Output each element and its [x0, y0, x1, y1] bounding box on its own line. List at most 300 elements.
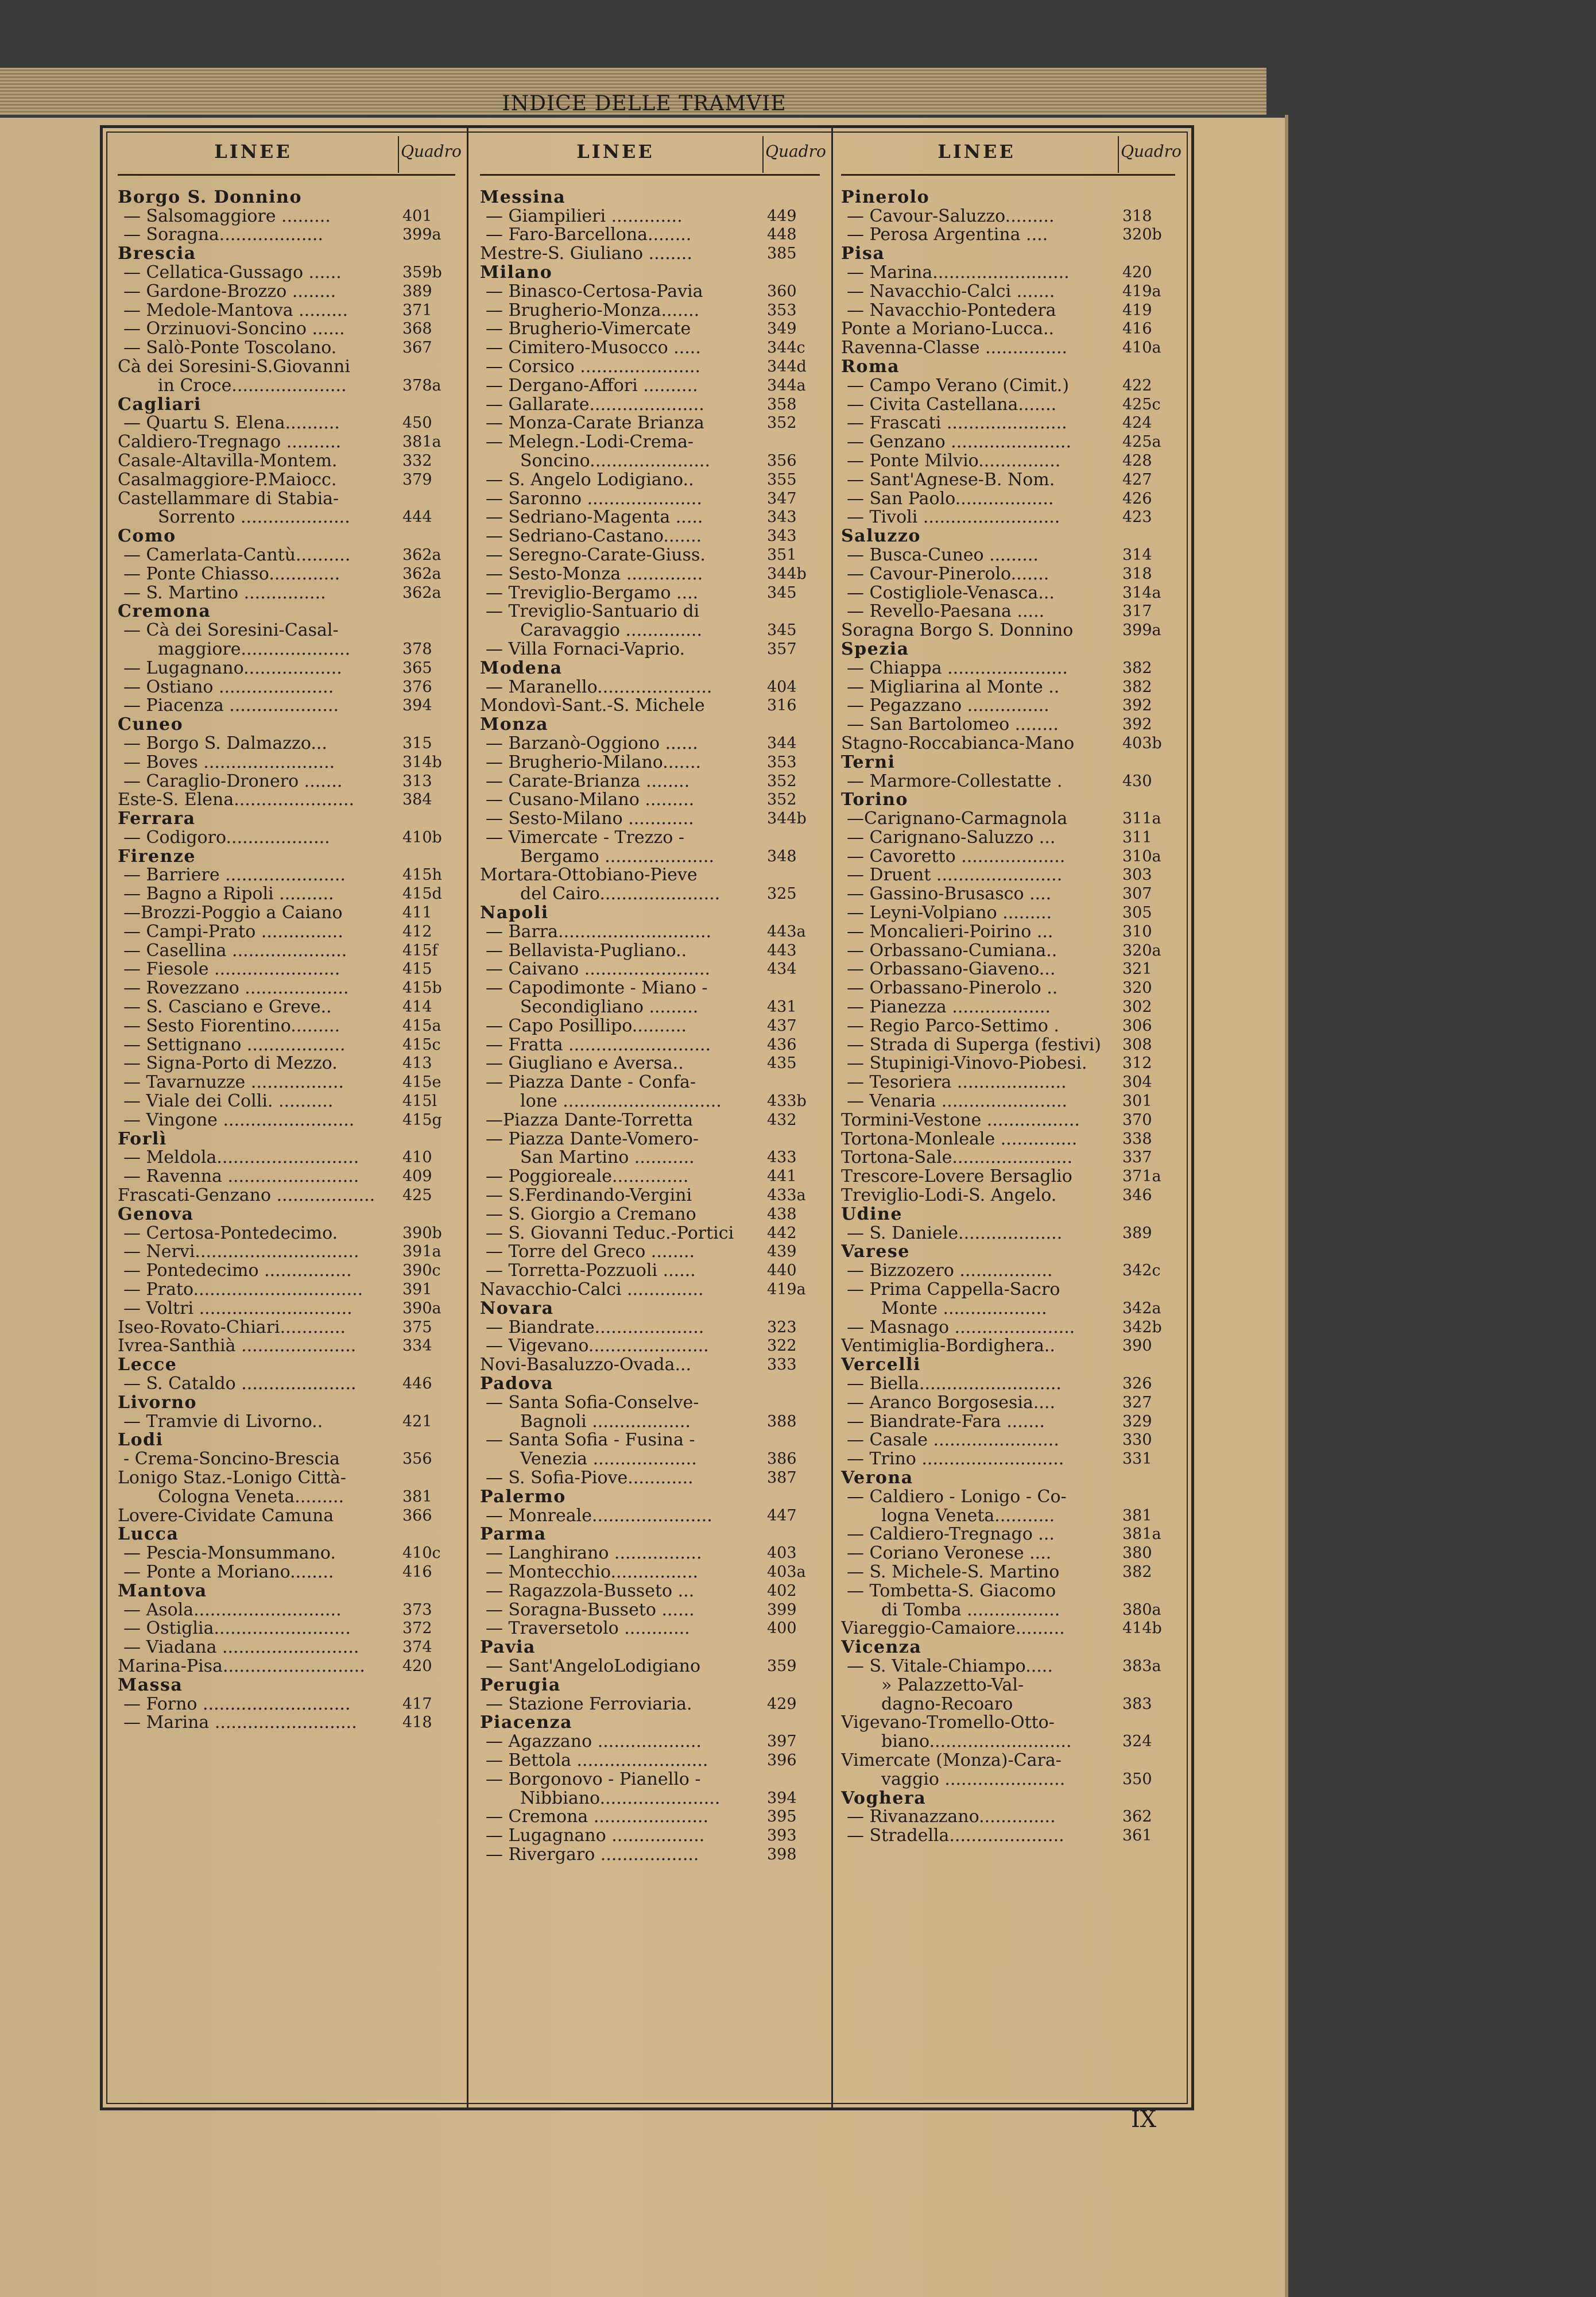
line-entry — [118, 282, 464, 301]
quadro-number: 391 — [402, 1281, 432, 1299]
line-entry — [480, 1355, 829, 1374]
city-heading — [841, 527, 1184, 546]
line-name: Cà dei Soresini-S.Giovanni — [118, 357, 350, 376]
line-name: — Sesto Fiorentino......... — [123, 1016, 340, 1035]
city-heading — [118, 847, 464, 866]
line-entry — [480, 1243, 829, 1262]
city-heading — [480, 1525, 829, 1544]
quadro-number: 443a — [767, 922, 806, 941]
line-name: Udine — [841, 1205, 902, 1224]
line-entry — [480, 226, 829, 245]
line-name: Vicenza — [841, 1638, 922, 1657]
quadro-number: 415b — [402, 979, 442, 997]
line-name: — S. Giorgio a Cremano — [486, 1205, 696, 1224]
line-entry — [480, 1695, 829, 1714]
line-name: Soncino...................... — [520, 451, 710, 470]
index-table — [100, 125, 1194, 2110]
line-entry — [480, 809, 829, 828]
line-entry — [118, 1506, 464, 1525]
quadro-number: 344 — [767, 734, 797, 752]
line-name: — Quartu S. Elena.......... — [123, 414, 340, 433]
line-entry — [480, 489, 829, 508]
quadro-number: 403 — [767, 1544, 797, 1563]
line-name: — Meldola.......................... — [123, 1148, 359, 1167]
line-name: — Marina......................... — [847, 263, 1070, 282]
line-name: — Campo Verano (Cimit.) — [847, 376, 1070, 395]
line-name: — Sedriano-Magenta ..... — [486, 508, 703, 527]
line-name: biano.......................... — [881, 1733, 1072, 1751]
line-name: — Bagno a Ripoli .......... — [123, 885, 334, 904]
line-entry — [118, 941, 464, 960]
line-entry — [480, 432, 829, 451]
line-name: logna Veneta........... — [881, 1506, 1055, 1525]
line-name: di Tomba ................. — [881, 1600, 1060, 1619]
line-entry — [118, 1638, 464, 1657]
line-entry — [118, 922, 464, 941]
quadro-number: 338 — [1122, 1130, 1152, 1148]
line-name: — Settignano .................. — [123, 1035, 346, 1054]
line-name: Messina — [480, 188, 566, 207]
line-entry — [118, 489, 464, 508]
quadro-number: 391a — [402, 1243, 441, 1261]
line-name: Caravaggio .............. — [520, 621, 703, 640]
line-name: — Casale ....................... — [847, 1431, 1059, 1450]
quadro-number: 359b — [402, 263, 442, 281]
line-entry — [841, 470, 1184, 489]
line-entry — [841, 1751, 1184, 1770]
line-entry — [841, 659, 1184, 678]
line-entry — [118, 621, 464, 640]
line-entry — [841, 979, 1184, 997]
line-name: — Sesto-Monza .............. — [486, 564, 703, 583]
line-name: dagno-Recoaro — [881, 1695, 1013, 1714]
line-entry — [480, 697, 829, 716]
line-name: Pinerolo — [841, 188, 930, 207]
quadro-number: 334 — [402, 1337, 432, 1355]
line-entry — [480, 1468, 829, 1487]
line-name: Terni — [841, 753, 896, 772]
line-entry — [480, 1563, 829, 1581]
line-entry — [841, 922, 1184, 941]
line-name: — Biandrate.................... — [486, 1318, 704, 1337]
city-heading — [118, 527, 464, 546]
line-entry — [480, 1186, 829, 1205]
quadro-number: 365 — [402, 659, 432, 677]
line-name: — Druent ....................... — [847, 866, 1063, 885]
line-name: — Cusano-Milano ......... — [486, 791, 695, 810]
line-entry — [841, 1544, 1184, 1563]
line-entry — [118, 1167, 464, 1186]
quadro-number: 375 — [402, 1318, 432, 1336]
quadro-number: 322 — [767, 1337, 797, 1355]
line-entry — [480, 791, 829, 810]
quadro-number: 381a — [402, 433, 441, 451]
line-name: — Migliarina al Monte .. — [847, 678, 1060, 697]
line-name: Ivrea-Santhià ..................... — [118, 1337, 357, 1356]
quadro-number: 433a — [767, 1186, 806, 1205]
line-name: — Gallarate..................... — [486, 395, 704, 414]
line-entry — [841, 395, 1184, 414]
line-entry — [480, 527, 829, 546]
line-name: del Cairo...................... — [520, 885, 720, 904]
line-entry — [118, 564, 464, 583]
quadro-number: 415 — [402, 960, 432, 979]
quadro-number: 350 — [1122, 1770, 1152, 1788]
line-name: — Sedriano-Castano....... — [486, 527, 702, 546]
quadro-number: 320b — [1122, 226, 1162, 244]
line-name: Massa — [118, 1676, 183, 1695]
line-entry — [118, 678, 464, 697]
quadro-number: 382 — [1122, 659, 1152, 677]
city-heading — [841, 1789, 1184, 1808]
line-entry — [118, 432, 464, 451]
quadro-number: 387 — [767, 1468, 797, 1487]
line-name: — Pontedecimo ................ — [123, 1262, 352, 1281]
line-name: Torino — [841, 791, 908, 810]
line-name: — S. Giovanni Teduc.-Portici — [486, 1224, 734, 1243]
quadro-number: 396 — [767, 1751, 797, 1769]
line-entry — [841, 1167, 1184, 1186]
line-name: — Revello-Paesana ..... — [847, 602, 1045, 621]
line-entry — [118, 1412, 464, 1431]
line-name: — Casellina ..................... — [123, 941, 347, 960]
line-entry — [118, 828, 464, 847]
city-heading — [480, 1487, 829, 1506]
line-name: maggiore.................... — [158, 640, 351, 659]
line-entry — [841, 1035, 1184, 1054]
line-entry — [118, 697, 464, 716]
line-entry — [480, 1393, 829, 1412]
line-name: — Genzano ...................... — [847, 433, 1071, 452]
line-entry — [118, 207, 464, 226]
quadro-number: 419 — [1122, 301, 1152, 319]
quadro-number: 419a — [767, 1281, 806, 1299]
line-entry — [841, 1337, 1184, 1356]
quadro-number: 329 — [1122, 1412, 1152, 1430]
quadro-number: 376 — [402, 678, 432, 696]
line-entry — [841, 1073, 1184, 1092]
line-name: — Tombetta-S. Giacomo — [847, 1581, 1056, 1600]
quadro-number: 416 — [402, 1563, 432, 1581]
quadro-number: 410b — [402, 828, 442, 846]
line-name: —Brozzi-Poggio a Caiano — [123, 904, 343, 923]
quadro-number: 345 — [767, 583, 797, 602]
line-name: — Regio Parco-Settimo . — [847, 1016, 1059, 1035]
quadro-number: 414b — [1122, 1619, 1162, 1638]
quadro-number: 371a — [1122, 1167, 1161, 1186]
quadro-number: 428 — [1122, 451, 1152, 470]
line-name: — Busca-Cuneo ......... — [847, 546, 1039, 564]
line-name: — S.Ferdinando-Vergini — [486, 1186, 692, 1205]
line-entry — [841, 1808, 1184, 1827]
city-heading — [118, 1525, 464, 1544]
line-name: — Pegazzano ............... — [847, 697, 1049, 716]
entries-list — [480, 188, 829, 1864]
line-name: — Stupinigi-Vinovo-Piobesi. — [847, 1054, 1087, 1073]
line-name: Novi-Basaluzzo-Ovada... — [480, 1356, 692, 1375]
line-name: Vercelli — [841, 1356, 921, 1375]
quadro-number: 344a — [767, 376, 806, 395]
line-entry — [841, 621, 1184, 640]
line-name: San Martino ........... — [520, 1148, 695, 1167]
line-name: — Borgonovo - Pianello - — [486, 1770, 701, 1789]
line-entry — [480, 884, 829, 903]
city-heading — [118, 1581, 464, 1600]
quadro-number: 342a — [1122, 1299, 1161, 1317]
line-name: — Torretta-Pozzuoli ...... — [486, 1262, 696, 1281]
line-name: — Campi-Prato ............... — [123, 922, 343, 941]
quadro-number: 417 — [402, 1695, 432, 1713]
column-1 — [106, 128, 467, 2107]
city-heading — [841, 1205, 1184, 1224]
line-name: — Navacchio-Calci ....... — [847, 282, 1055, 301]
quadro-number: 397 — [767, 1733, 797, 1751]
quadro-number: 410 — [402, 1148, 432, 1167]
line-name: Ferrara — [118, 810, 196, 829]
line-entry — [841, 1676, 1184, 1695]
quadro-number: 420 — [402, 1657, 432, 1675]
line-entry — [841, 1657, 1184, 1676]
line-entry — [480, 922, 829, 941]
quadro-number: 313 — [402, 772, 432, 790]
line-entry — [480, 1581, 829, 1600]
quadro-number: 352 — [767, 414, 797, 432]
line-name: — Treviglio-Bergamo .... — [486, 583, 699, 602]
line-entry — [118, 1563, 464, 1581]
quadro-number: 315 — [402, 734, 432, 752]
line-name: — Moncalieri-Poirino ... — [847, 922, 1053, 941]
line-name: — Monreale...................... — [486, 1506, 712, 1525]
line-entry — [841, 1714, 1184, 1733]
quadro-number: 420 — [1122, 263, 1152, 281]
line-name: — Codigoro................... — [123, 828, 330, 847]
quadro-number: 399 — [767, 1600, 797, 1619]
line-name: — Caldiero - Lonigo - Co- — [847, 1487, 1067, 1506]
line-name: — Montecchio................ — [486, 1563, 699, 1581]
quadro-number: 427 — [1122, 470, 1152, 489]
line-name: — Salò-Ponte Toscolano. — [123, 339, 337, 358]
quadro-number: 348 — [767, 847, 797, 865]
line-name: — Viadana ......................... — [123, 1638, 359, 1657]
line-name: Mestre-S. Giuliano ........ — [480, 245, 692, 264]
line-name: Ravenna-Classe ............... — [841, 339, 1068, 358]
line-name: — Cavour-Pinerolo....... — [847, 564, 1049, 583]
line-entry — [118, 263, 464, 282]
line-name: Ponte a Moriano-Lucca.. — [841, 320, 1055, 339]
line-entry — [841, 432, 1184, 451]
line-entry — [480, 376, 829, 395]
quadro-number: 362a — [402, 546, 441, 564]
column-header — [480, 128, 826, 176]
line-name: — Civita Castellana....... — [847, 395, 1057, 414]
line-entry — [480, 1092, 829, 1111]
quadro-number: 352 — [767, 772, 797, 790]
line-name: — Soragna................... — [123, 226, 323, 245]
line-entry — [841, 1186, 1184, 1205]
line-entry — [480, 320, 829, 339]
quadro-number: 344b — [767, 564, 807, 583]
quadro-number: 422 — [1122, 376, 1152, 395]
quadro-number: 399a — [1122, 621, 1161, 640]
line-entry — [841, 1054, 1184, 1073]
line-entry — [841, 1600, 1184, 1619]
line-name: — Navacchio-Pontedera — [847, 301, 1056, 320]
line-name: — Medole-Mantova ......... — [123, 301, 348, 320]
line-entry — [841, 1449, 1184, 1468]
quadro-number: 418 — [402, 1714, 432, 1732]
line-entry — [841, 489, 1184, 508]
line-entry — [841, 414, 1184, 433]
quadro-number: 416 — [1122, 320, 1152, 338]
line-name: — Venaria ....................... — [847, 1092, 1068, 1111]
line-name: — Seregno-Carate-Giuss. — [486, 546, 706, 564]
line-entry — [480, 1205, 829, 1224]
line-entry — [841, 546, 1184, 564]
quadro-number: 394 — [402, 697, 432, 715]
quadro-number: 448 — [767, 226, 797, 244]
line-entry — [841, 1393, 1184, 1412]
line-name: —Piazza Dante-Torretta — [486, 1111, 694, 1130]
line-name: Monte ................... — [881, 1299, 1047, 1318]
line-entry — [118, 226, 464, 245]
line-name: — Cavour-Saluzzo......... — [847, 207, 1055, 226]
city-heading — [841, 1355, 1184, 1374]
quadro-number: 302 — [1122, 998, 1152, 1016]
city-heading — [118, 1355, 464, 1374]
quadro-number: 444 — [402, 508, 432, 527]
line-name: — Vigevano...................... — [486, 1337, 709, 1356]
line-entry — [118, 1035, 464, 1054]
line-name: Novara — [480, 1299, 554, 1318]
quadro-number: 425c — [1122, 395, 1161, 413]
header-lines: LINEE — [576, 141, 654, 163]
line-entry — [480, 753, 829, 772]
line-name: Pavia — [480, 1638, 536, 1657]
line-entry — [118, 301, 464, 320]
quadro-number: 314b — [402, 753, 442, 771]
line-name: Sorrento .................... — [158, 508, 350, 527]
line-name: — Orzinuovi-Soncino ...... — [123, 320, 345, 339]
quadro-number: 358 — [767, 395, 797, 413]
quadro-number: 386 — [767, 1450, 797, 1468]
quadro-number: 347 — [767, 489, 797, 508]
line-name: — Rivergaro .................. — [486, 1845, 699, 1864]
line-name: Lonigo Staz.-Lonigo Città- — [118, 1468, 347, 1487]
line-name: — Perosa Argentina .... — [847, 226, 1048, 245]
line-entry — [480, 470, 829, 489]
line-name: — Caraglio-Dronero ....... — [123, 772, 343, 791]
line-name: —Carignano-Carmagnola — [847, 810, 1068, 829]
line-entry — [118, 1695, 464, 1714]
line-name: — Santa Sofia - Fusina - — [486, 1431, 695, 1450]
line-name: — Prato............................... — [123, 1281, 363, 1300]
quadro-number: 393 — [767, 1827, 797, 1845]
line-name: — Gardone-Brozzo ........ — [123, 282, 336, 301]
line-entry — [118, 583, 464, 602]
quadro-number: 362a — [402, 564, 441, 583]
line-entry — [480, 1619, 829, 1638]
line-name: — Strada di Superga (festivi) — [847, 1035, 1101, 1054]
line-entry — [480, 1261, 829, 1280]
line-name: in Croce..................... — [158, 376, 347, 395]
quadro-number: 346 — [1122, 1186, 1152, 1205]
city-heading — [118, 1205, 464, 1224]
quadro-number: 390b — [402, 1224, 442, 1242]
quadro-number: 381a — [1122, 1525, 1161, 1544]
line-entry — [118, 1186, 464, 1205]
quadro-number: 388 — [767, 1412, 797, 1430]
entries-list — [118, 188, 464, 1732]
line-name: — Tramvie di Livorno.. — [123, 1412, 323, 1431]
quadro-number: 429 — [767, 1695, 797, 1713]
quadro-number: 411 — [402, 904, 432, 922]
quadro-number: 415e — [402, 1073, 441, 1092]
quadro-number: 343 — [767, 508, 797, 527]
line-entry — [841, 1619, 1184, 1638]
city-heading — [841, 357, 1184, 376]
line-entry — [841, 1525, 1184, 1544]
quadro-number: 433b — [767, 1092, 807, 1111]
quadro-number: 321 — [1122, 960, 1152, 979]
quadro-number: 431 — [767, 998, 797, 1016]
line-entry — [841, 1111, 1184, 1130]
city-heading — [841, 244, 1184, 263]
line-name: — Camerlata-Cantù.......... — [123, 546, 351, 564]
quadro-number: 433 — [767, 1148, 797, 1167]
line-name: — Capodimonte - Miano - — [486, 979, 708, 998]
line-entry — [841, 1224, 1184, 1243]
line-name: Spezia — [841, 640, 909, 659]
line-entry — [841, 1261, 1184, 1280]
header-lines: LINEE — [938, 141, 1016, 163]
line-name: — Lugagnano ................. — [486, 1827, 705, 1846]
quadro-number: 374 — [402, 1638, 432, 1657]
line-entry — [841, 1016, 1184, 1035]
line-name: — Fiesole ....................... — [123, 960, 340, 979]
quadro-number: 311a — [1122, 810, 1161, 828]
line-name: — Ostiglia......................... — [123, 1619, 351, 1638]
quadro-number: 449 — [767, 207, 797, 225]
quadro-number: 436 — [767, 1035, 797, 1054]
line-name: — Treviglio-Santuario di — [486, 602, 700, 621]
line-entry — [118, 376, 464, 395]
line-name: — Pescia-Monsummano. — [123, 1544, 336, 1563]
line-entry — [480, 451, 829, 470]
line-entry — [480, 1845, 829, 1864]
line-name: Treviglio-Lodi-S. Angelo. — [841, 1186, 1057, 1205]
header-quadro: Quadro — [762, 136, 828, 173]
quadro-number: 305 — [1122, 904, 1152, 922]
line-name: — Caivano ....................... — [486, 960, 711, 979]
line-entry — [480, 621, 829, 640]
city-heading — [118, 188, 464, 207]
line-entry — [480, 395, 829, 414]
line-entry — [841, 1374, 1184, 1393]
line-name: — Carate-Brianza ........ — [486, 772, 690, 791]
quadro-number: 379 — [402, 470, 432, 489]
quadro-number: 395 — [767, 1808, 797, 1826]
line-name: — Salsomaggiore ......... — [123, 207, 331, 226]
quadro-number: 344c — [767, 339, 805, 357]
line-entry — [480, 1657, 829, 1676]
line-entry — [841, 1506, 1184, 1525]
line-entry — [480, 357, 829, 376]
line-entry — [841, 884, 1184, 903]
line-name: Livorno — [118, 1393, 197, 1412]
quadro-number: 332 — [402, 451, 432, 470]
line-name: vaggio ...................... — [881, 1770, 1066, 1789]
line-entry — [841, 226, 1184, 245]
